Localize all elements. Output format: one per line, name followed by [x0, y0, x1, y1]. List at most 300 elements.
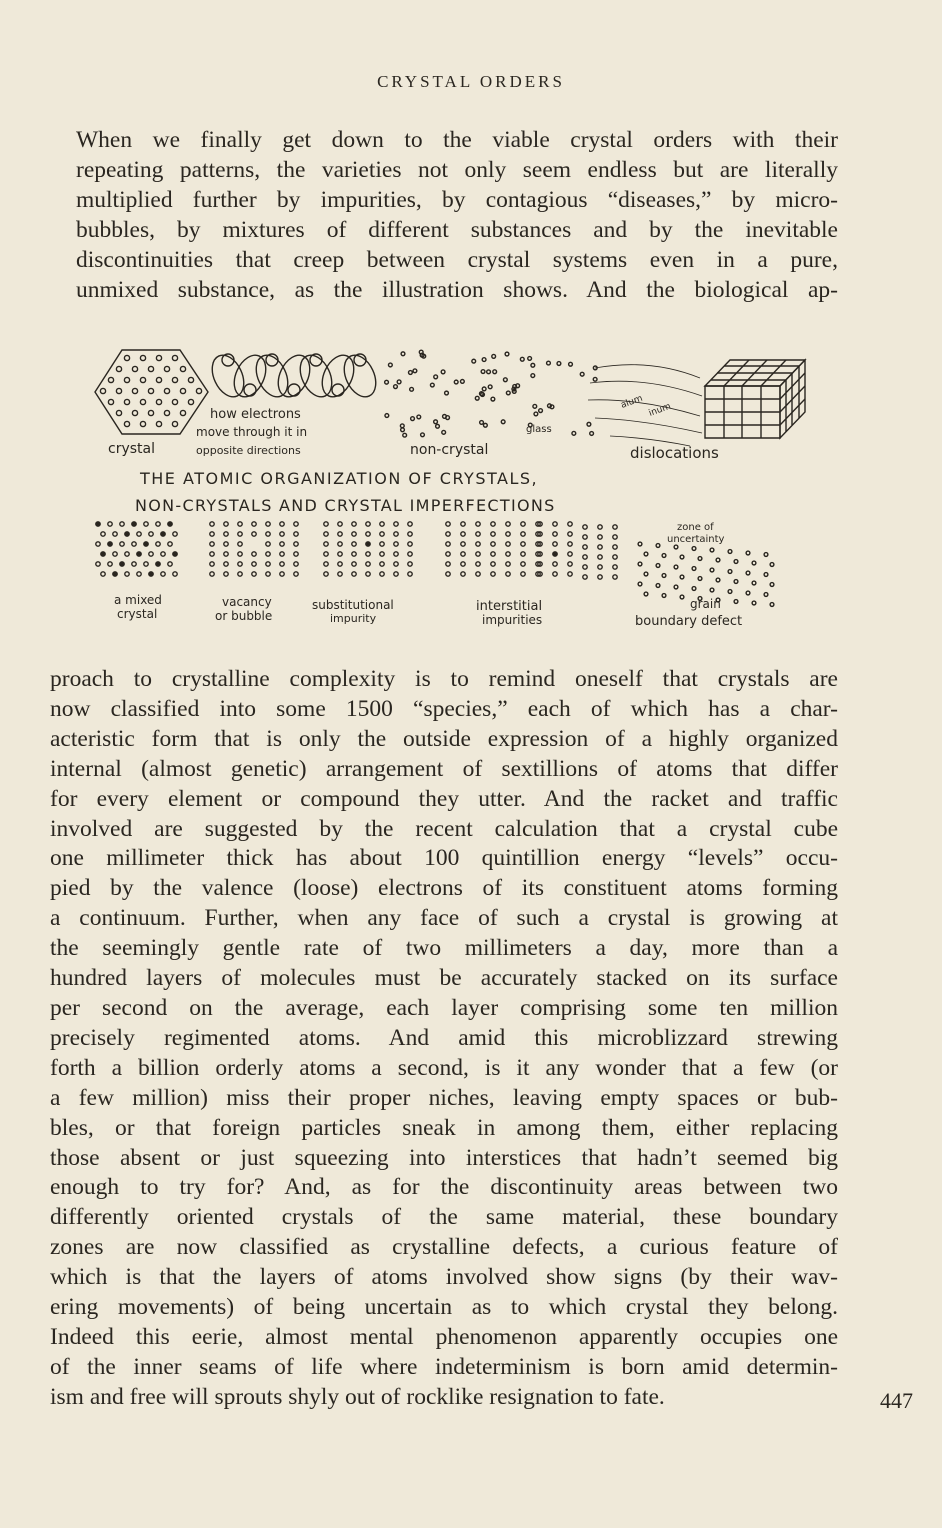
atom	[366, 562, 370, 566]
atom	[366, 572, 370, 576]
atom	[613, 555, 617, 559]
atom	[662, 554, 666, 558]
atom	[656, 584, 660, 588]
atom	[156, 355, 161, 360]
atom	[224, 552, 228, 556]
atom	[491, 532, 495, 536]
electron-path	[294, 350, 338, 402]
atom	[568, 522, 572, 526]
atom	[436, 424, 440, 428]
atom	[501, 420, 505, 424]
atom	[506, 542, 510, 546]
atom	[238, 562, 242, 566]
atom	[568, 572, 572, 576]
atom	[161, 552, 165, 556]
atom	[96, 562, 100, 566]
atom	[580, 372, 584, 376]
atom	[294, 572, 298, 576]
atom	[568, 552, 572, 556]
atom	[506, 552, 510, 556]
atom	[410, 387, 414, 391]
atom	[598, 525, 602, 529]
atom	[238, 532, 242, 536]
atom	[472, 359, 476, 363]
text-line: a continuum. Further, when any face of such a crystal is growing at	[50, 905, 838, 932]
text-line: Indeed this eerie, almost mental phenomenon apparently occupies one	[50, 1323, 838, 1350]
atom	[553, 552, 557, 556]
atom	[116, 410, 121, 415]
atom	[352, 572, 356, 576]
atom	[294, 532, 298, 536]
atom	[324, 522, 328, 526]
atom	[210, 572, 214, 576]
atom	[148, 366, 153, 371]
atom	[491, 552, 495, 556]
atom	[716, 578, 720, 582]
text-line: for every element or compound they utter. And the racket and traffic	[50, 785, 838, 812]
atom	[116, 388, 121, 393]
electron-path	[272, 350, 316, 402]
atom	[419, 350, 423, 354]
atom	[491, 572, 495, 576]
atom	[417, 415, 421, 419]
label-zone-2: uncertainty	[667, 534, 725, 545]
atom	[491, 542, 495, 546]
atom	[443, 414, 447, 418]
atom	[394, 552, 398, 556]
atom	[521, 532, 525, 536]
atom	[520, 357, 524, 361]
atom	[461, 552, 465, 556]
atom	[587, 422, 591, 426]
atom	[210, 532, 214, 536]
text-line: acteristic form that is only the outside expression of a highly organized	[50, 725, 838, 752]
atom	[210, 542, 214, 546]
atom	[461, 562, 465, 566]
atom	[394, 532, 398, 536]
atom	[224, 542, 228, 546]
atom	[710, 568, 714, 572]
atom	[728, 570, 732, 574]
atom	[476, 542, 480, 546]
atom	[662, 594, 666, 598]
atom	[583, 575, 587, 579]
atom	[156, 421, 161, 426]
atom	[460, 380, 464, 384]
atom	[385, 380, 389, 384]
electron-path	[250, 350, 294, 402]
atom	[120, 562, 124, 566]
atom	[516, 384, 520, 388]
label-inter-1: interstitial	[476, 599, 543, 614]
atom	[188, 377, 193, 382]
atom	[210, 522, 214, 526]
atom	[548, 404, 552, 408]
electron-loops	[206, 350, 382, 402]
atom	[210, 552, 214, 556]
non-crystal-atoms	[385, 350, 598, 437]
text-line: bles, or that foreign particles sneak in among them, either replacing	[50, 1114, 838, 1141]
atom	[172, 377, 177, 382]
text-line: repeating patterns, the varieties not only seem endless but are literally	[76, 156, 838, 183]
atom	[394, 562, 398, 566]
atom	[770, 563, 774, 567]
atom	[380, 522, 384, 526]
atom	[108, 377, 113, 382]
atom	[324, 572, 328, 576]
label-mixed-2: crystal	[117, 607, 158, 621]
atom	[568, 532, 572, 536]
atom	[680, 595, 684, 599]
atom	[598, 545, 602, 549]
atom	[188, 399, 193, 404]
atom	[173, 572, 177, 576]
atom	[280, 572, 284, 576]
atom	[238, 522, 242, 526]
atom	[710, 588, 714, 592]
atom	[164, 410, 169, 415]
atom	[244, 384, 256, 396]
atom	[553, 572, 557, 576]
atom	[266, 572, 270, 576]
atom	[583, 545, 587, 549]
atom	[144, 562, 148, 566]
atom	[521, 522, 525, 526]
atom	[728, 590, 732, 594]
atom	[411, 417, 415, 421]
atom	[380, 572, 384, 576]
atom	[492, 354, 496, 358]
atom	[168, 542, 172, 546]
atom	[770, 583, 774, 587]
atom	[380, 532, 384, 536]
atom	[674, 545, 678, 549]
atom	[506, 562, 510, 566]
atom	[710, 548, 714, 552]
atom	[408, 532, 412, 536]
atom	[505, 352, 509, 356]
atom	[352, 532, 356, 536]
atom	[144, 522, 148, 526]
atom	[380, 562, 384, 566]
atom	[528, 357, 532, 361]
atom	[553, 562, 557, 566]
atom	[531, 363, 535, 367]
atom	[674, 565, 678, 569]
electron-path	[206, 350, 250, 402]
atom	[531, 374, 535, 378]
atom	[338, 572, 342, 576]
atom	[583, 535, 587, 539]
atom	[454, 380, 458, 384]
running-header: CRYSTAL ORDERS	[377, 72, 565, 91]
atom	[164, 366, 169, 371]
text-line: enough to try for? And, as for the discontinuity areas between two	[50, 1174, 838, 1201]
label-boundary: boundary defect	[635, 614, 743, 629]
atom	[252, 532, 256, 536]
atom	[613, 535, 617, 539]
text-line: bubbles, by mixtures of different substances and by the inevitable	[76, 216, 838, 243]
atom	[161, 572, 165, 576]
text-line: a few million) miss their proper niches, leaving empty spaces or bub-	[50, 1084, 838, 1111]
atom	[101, 532, 105, 536]
atom	[132, 562, 136, 566]
atom	[352, 542, 356, 546]
atom	[397, 380, 401, 384]
atom	[132, 542, 136, 546]
atom	[294, 522, 298, 526]
atom	[120, 522, 124, 526]
atom	[324, 542, 328, 546]
atom	[140, 421, 145, 426]
text-line: multiplied further by impurities, by contagious “diseases,” by micro-	[76, 186, 838, 213]
atom	[173, 552, 177, 556]
atom	[280, 522, 284, 526]
electron-path	[316, 350, 360, 402]
atom	[487, 370, 491, 374]
atom	[481, 370, 485, 374]
label-alum: alum	[619, 393, 645, 411]
label-vacancy-1: vacancy	[222, 595, 272, 609]
atom	[446, 572, 450, 576]
atom	[324, 552, 328, 556]
atom	[148, 388, 153, 393]
atom	[266, 532, 270, 536]
atom	[421, 433, 425, 437]
atom	[96, 522, 100, 526]
atom	[352, 562, 356, 566]
atom	[266, 562, 270, 566]
atom	[137, 532, 141, 536]
atom	[590, 432, 594, 436]
label-glass: glass	[526, 424, 552, 435]
atom	[156, 522, 160, 526]
atom	[164, 388, 169, 393]
atom	[394, 572, 398, 576]
atom	[434, 420, 438, 424]
atom	[613, 525, 617, 529]
atom	[394, 385, 398, 389]
paragraph-1	[50, 126, 838, 305]
atom	[125, 532, 129, 536]
atom	[491, 522, 495, 526]
atom	[613, 575, 617, 579]
atom	[173, 532, 177, 536]
atom	[613, 545, 617, 549]
label-crystal: crystal	[108, 441, 155, 457]
atom	[380, 552, 384, 556]
electron-path	[228, 350, 272, 402]
atom	[280, 552, 284, 556]
text-line: zones are now classified as crystalline defects, a curious feature of	[50, 1234, 838, 1261]
atom	[266, 522, 270, 526]
atom	[100, 388, 105, 393]
atom	[113, 552, 117, 556]
atom	[506, 391, 510, 395]
atom	[583, 565, 587, 569]
atom	[352, 522, 356, 526]
atom	[746, 591, 750, 595]
atom	[692, 587, 696, 591]
atom	[533, 404, 537, 408]
atom	[196, 388, 201, 393]
label-inum: inum	[647, 401, 673, 419]
atom	[403, 433, 407, 437]
text-line: pied by the valence (loose) electrons of its constituent atoms forming	[50, 875, 838, 902]
atom	[294, 552, 298, 556]
atom	[124, 355, 129, 360]
atom	[476, 552, 480, 556]
atom	[728, 550, 732, 554]
label-zone-1: zone of	[677, 522, 714, 533]
atom	[108, 522, 112, 526]
atom	[583, 555, 587, 559]
atom	[238, 542, 242, 546]
crystal-atoms	[100, 355, 201, 426]
atom	[598, 535, 602, 539]
atom	[483, 423, 487, 427]
atom	[638, 582, 642, 586]
atom	[746, 551, 750, 555]
atom	[101, 572, 105, 576]
atom	[662, 574, 666, 578]
crystal-hexagon	[95, 350, 208, 434]
atom	[125, 572, 129, 576]
atom	[332, 384, 344, 396]
label-electrons-2: move through it in	[196, 425, 308, 439]
atom	[638, 542, 642, 546]
atom	[446, 552, 450, 556]
text-line: forth a billion orderly atoms a second, is it any wonder that a few (or	[50, 1054, 838, 1081]
atom	[764, 573, 768, 577]
atom	[385, 414, 389, 418]
atom	[338, 562, 342, 566]
atom	[394, 522, 398, 526]
label-grain: grain	[690, 597, 721, 611]
atom	[480, 421, 484, 425]
atom	[156, 562, 160, 566]
atom	[476, 532, 480, 536]
atom	[338, 522, 342, 526]
atom	[446, 532, 450, 536]
atom	[506, 532, 510, 536]
atom	[401, 428, 405, 432]
text-line: now classified into some 1500 “species,” each of which has a char-	[50, 695, 838, 722]
atom	[401, 352, 405, 356]
atom	[125, 552, 129, 556]
label-subst-1: substitutional	[312, 598, 394, 612]
atom	[553, 532, 557, 536]
atom	[692, 567, 696, 571]
atom	[446, 542, 450, 546]
atom	[521, 542, 525, 546]
label-vacancy-2: or bubble	[215, 609, 273, 623]
label-mixed-1: a mixed	[114, 593, 162, 607]
atom	[764, 553, 768, 557]
atom	[506, 522, 510, 526]
atom	[680, 555, 684, 559]
electron-path	[338, 350, 382, 402]
text-line: involved are suggested by the recent calculation that a crystal cube	[50, 815, 838, 842]
atom	[521, 562, 525, 566]
atom	[434, 375, 438, 379]
atom	[149, 552, 153, 556]
atom	[598, 555, 602, 559]
atom	[461, 542, 465, 546]
atom	[698, 557, 702, 561]
atom	[521, 572, 525, 576]
atom	[294, 562, 298, 566]
atom	[441, 370, 445, 374]
text-line: proach to crystalline complexity is to remind oneself that crystals are	[50, 666, 838, 692]
atom	[224, 572, 228, 576]
atom	[113, 532, 117, 536]
atom	[572, 431, 576, 435]
atom	[252, 522, 256, 526]
text-line: the seemingly gentle rate of two millimeters a day, more than a	[50, 935, 838, 962]
atom	[408, 562, 412, 566]
atom	[734, 580, 738, 584]
atom	[644, 572, 648, 576]
atom	[224, 562, 228, 566]
atom	[430, 383, 434, 387]
atom	[521, 552, 525, 556]
atom	[388, 363, 392, 367]
atom	[366, 522, 370, 526]
atom	[557, 362, 561, 366]
atom	[476, 562, 480, 566]
atom	[294, 542, 298, 546]
atom	[168, 562, 172, 566]
atom	[493, 370, 497, 374]
atom	[568, 562, 572, 566]
atom	[476, 572, 480, 576]
atom	[116, 366, 121, 371]
atom	[598, 575, 602, 579]
atom	[409, 371, 413, 375]
atom	[698, 577, 702, 581]
atom	[140, 399, 145, 404]
atom	[338, 532, 342, 536]
atom	[101, 552, 105, 556]
atom	[770, 603, 774, 607]
text-line: per second on the average, each layer comprising some ten million	[50, 994, 838, 1021]
dislocation-streaks	[588, 365, 702, 446]
label-electrons-1: how electrons	[210, 407, 301, 422]
text-line: unmixed substance, as the illustration shows. And the biological ap-	[76, 276, 838, 303]
atom	[149, 532, 153, 536]
atom	[124, 377, 129, 382]
atom	[132, 410, 137, 415]
atom	[461, 572, 465, 576]
atom	[734, 600, 738, 604]
atom	[445, 391, 449, 395]
atom	[553, 522, 557, 526]
atom	[408, 572, 412, 576]
atom	[238, 552, 242, 556]
atom	[716, 558, 720, 562]
atom	[569, 362, 573, 366]
atom	[266, 552, 270, 556]
atom	[132, 522, 136, 526]
atom	[252, 572, 256, 576]
atom	[180, 410, 185, 415]
text-line: those absent or just squeezing into interstices that hadn’t seemed big	[50, 1144, 838, 1171]
atom	[124, 421, 129, 426]
label-electrons-3: opposite directions	[196, 444, 301, 457]
atom	[475, 396, 479, 400]
atom	[156, 542, 160, 546]
